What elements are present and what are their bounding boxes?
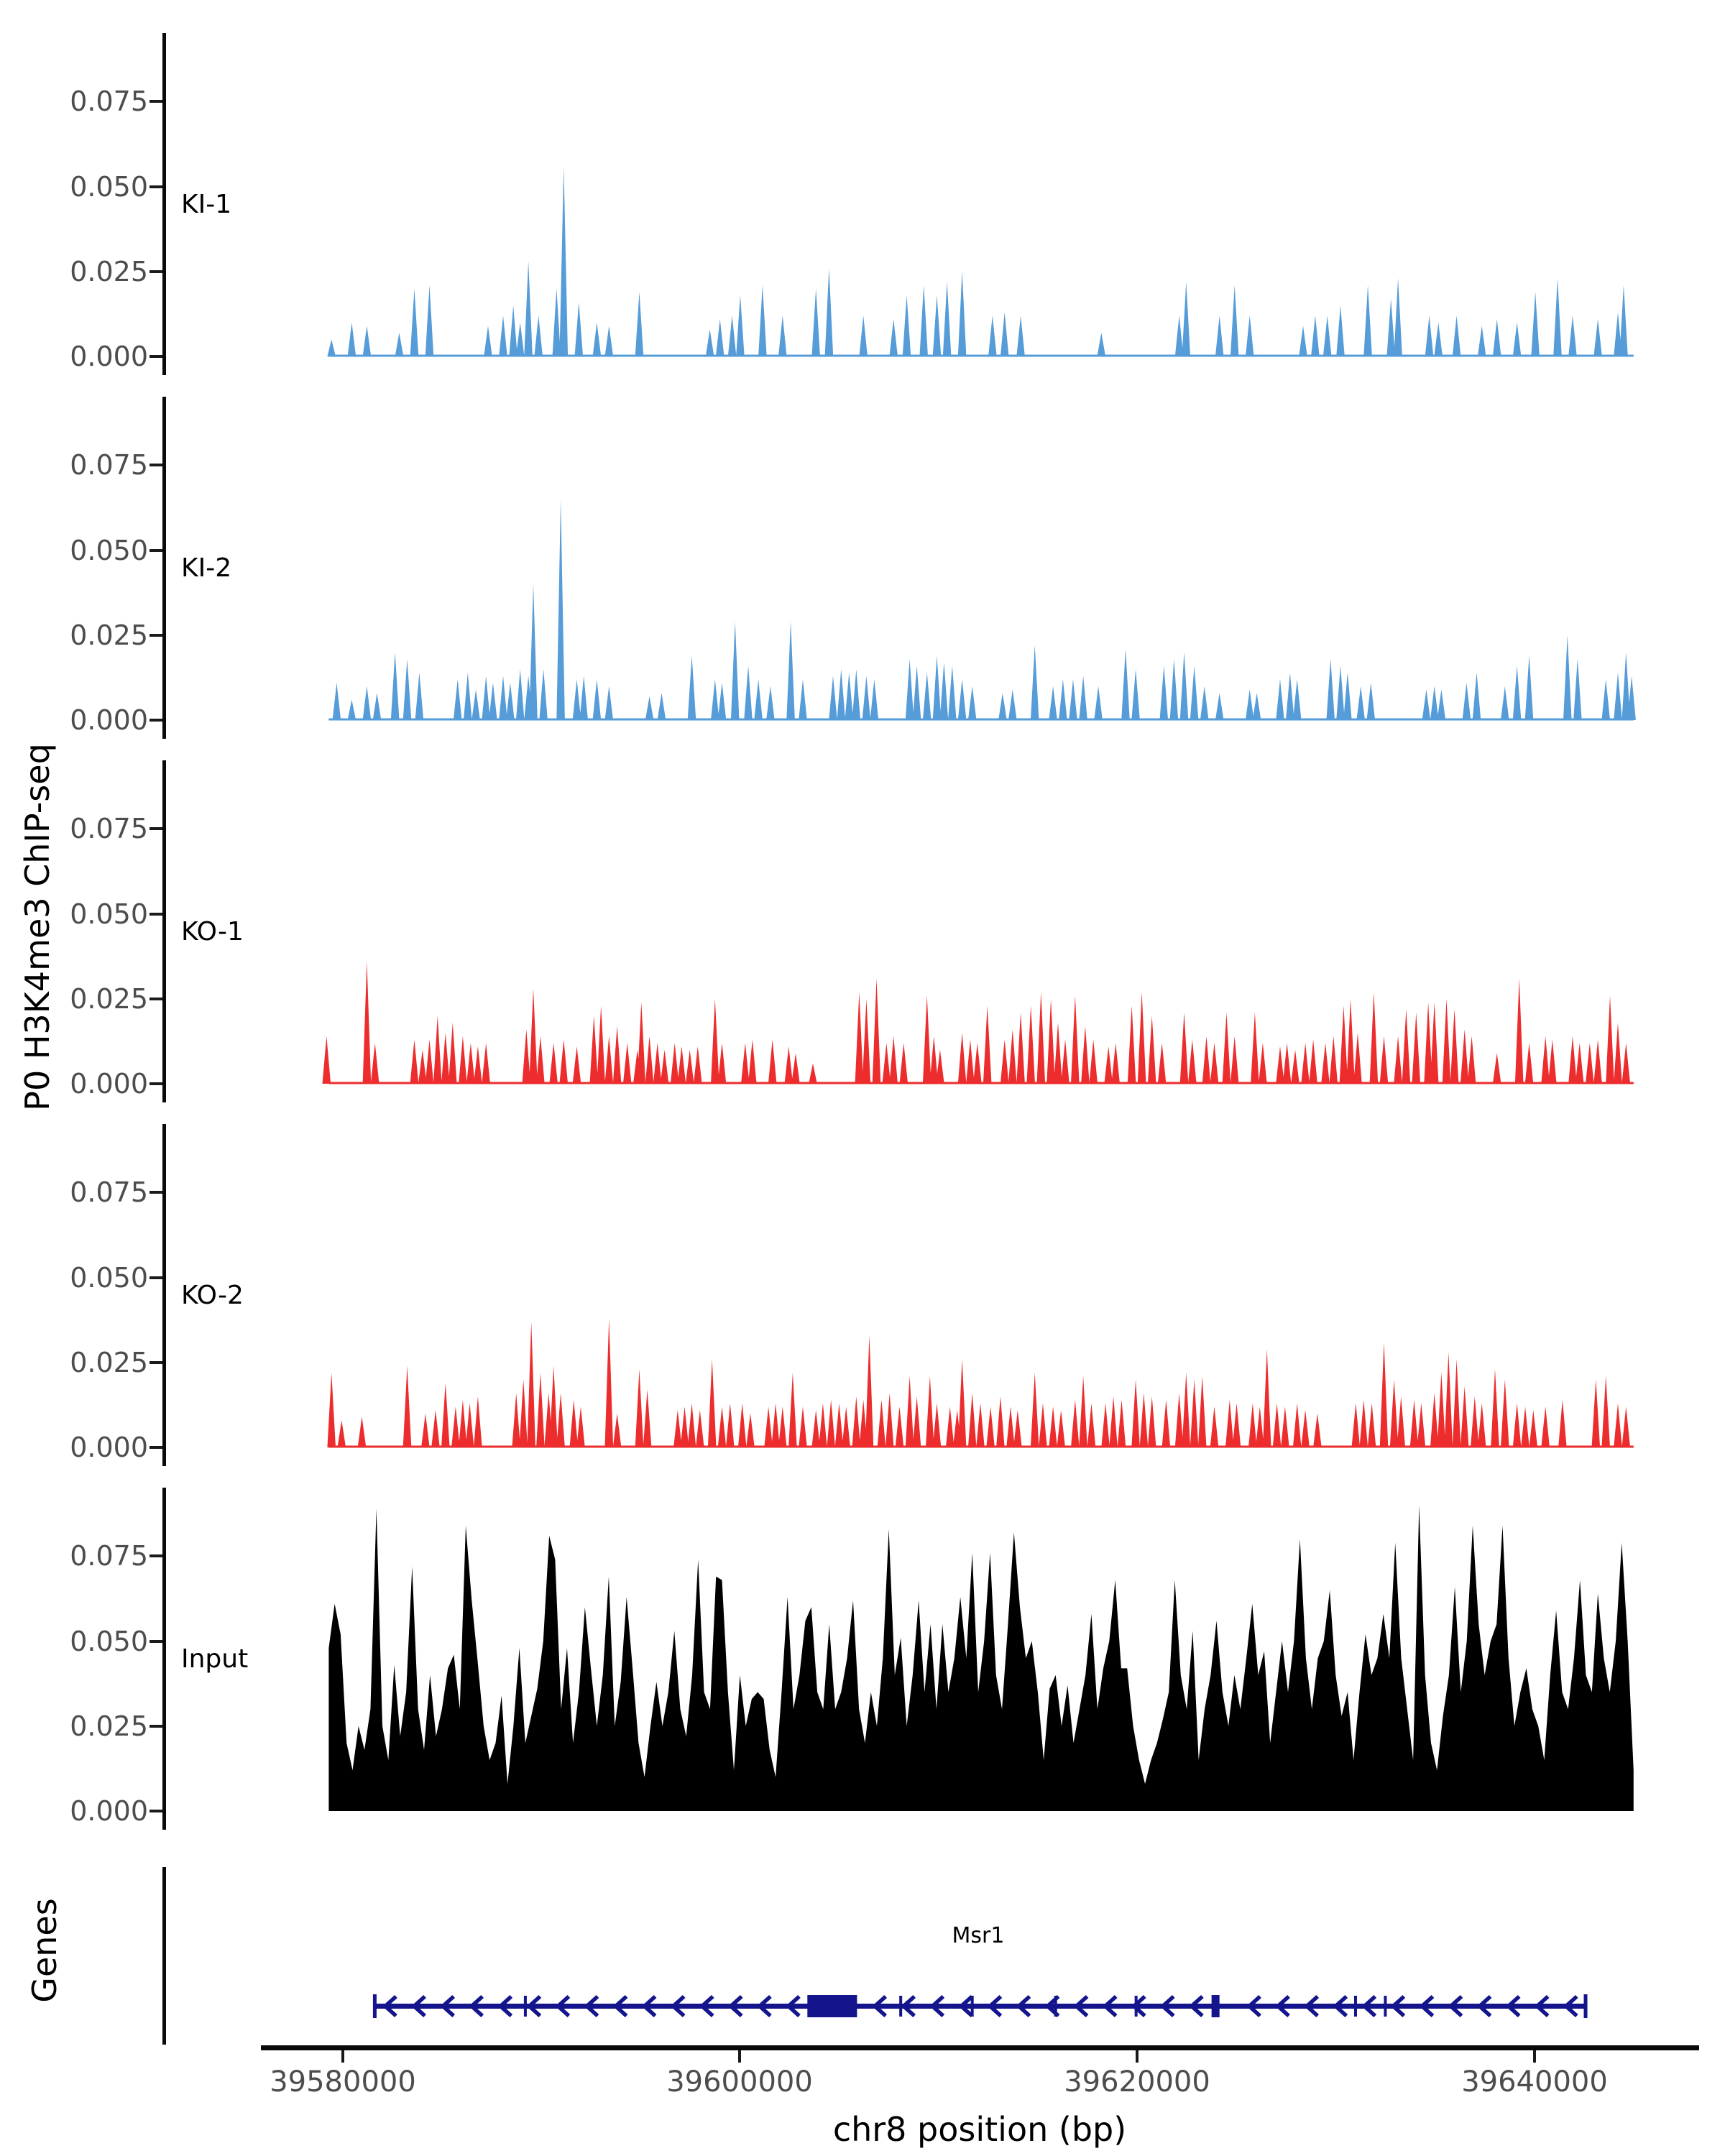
y-tick-label: 0.075 <box>70 449 148 482</box>
y-tick-label: 0.075 <box>70 813 148 845</box>
track-label-KI-1: KI-1 <box>181 190 232 219</box>
y-tick-label: 0.025 <box>70 982 148 1015</box>
y-tick-KO-1-0.025 <box>150 913 162 916</box>
y-tick-label: 0.050 <box>70 1625 148 1657</box>
y-tick-KO-1-0.050 <box>150 998 162 1000</box>
y-tick-KI-1-0.075 <box>150 355 162 358</box>
y-tick-KI-1-0.050 <box>150 270 162 273</box>
y-tick-KI-2-0.075 <box>150 719 162 722</box>
y-tick-KO-2-0.025 <box>150 1276 162 1279</box>
y-tick-KO-1-0.000 <box>150 827 162 830</box>
y-tick-KI-1-0.000 <box>150 100 162 103</box>
y-axis-title: P0 H3K4me3 ChIP-seq <box>18 743 57 1111</box>
y-tick-label: 0.025 <box>70 255 148 287</box>
y-tick-label: 0.050 <box>70 1261 148 1294</box>
y-tick-KO-1-0.075 <box>150 1082 162 1085</box>
y-tick-label: 0.000 <box>70 704 148 736</box>
y-tick-Input-0.000 <box>150 1554 162 1557</box>
y-tick-label: 0.025 <box>70 1346 148 1378</box>
y-tick-label: 0.000 <box>70 1068 148 1100</box>
x-axis-line <box>261 2045 1699 2050</box>
genes-axis-title: Genes <box>25 1898 64 2003</box>
x-tick-label: 39620000 <box>1064 2065 1210 2099</box>
y-tick-label: 0.050 <box>70 898 148 930</box>
y-tick-KO-2-0.000 <box>150 1191 162 1194</box>
signal-area-Input <box>164 1488 1718 1830</box>
x-tick-label: 39600000 <box>666 2065 813 2099</box>
y-tick-KI-2-0.025 <box>150 549 162 552</box>
y-tick-KI-1-0.025 <box>150 185 162 188</box>
y-tick-label: 0.000 <box>70 1432 148 1463</box>
y-tick-Input-0.050 <box>150 1725 162 1728</box>
x-tick-39600000 <box>738 2050 741 2063</box>
x-tick-39620000 <box>1136 2050 1138 2063</box>
x-tick-39580000 <box>341 2050 344 2063</box>
y-tick-label: 0.000 <box>70 341 148 372</box>
track-label-Input: Input <box>181 1644 249 1674</box>
x-tick-label: 39640000 <box>1461 2065 1608 2099</box>
y-tick-label: 0.025 <box>70 619 148 651</box>
y-tick-KO-2-0.075 <box>150 1446 162 1449</box>
x-tick-39640000 <box>1533 2050 1536 2063</box>
signal-area-KO-1 <box>164 760 1718 1102</box>
y-tick-label: 0.075 <box>70 1176 148 1209</box>
y-tick-KO-2-0.050 <box>150 1361 162 1364</box>
y-tick-KI-2-0.050 <box>150 634 162 637</box>
y-tick-Input-0.025 <box>150 1640 162 1643</box>
y-tick-label: 0.000 <box>70 1795 148 1827</box>
y-tick-label: 0.075 <box>70 1540 148 1572</box>
y-tick-label: 0.050 <box>70 534 148 566</box>
y-tick-label: 0.050 <box>70 170 148 203</box>
gene-model-msr1 <box>164 1904 1718 2048</box>
x-tick-label: 39580000 <box>270 2065 416 2099</box>
y-tick-label: 0.025 <box>70 1710 148 1742</box>
x-axis-title: chr8 position (bp) <box>832 2110 1127 2149</box>
y-tick-Input-0.075 <box>150 1810 162 1812</box>
gene-name-label: Msr1 <box>952 1923 1005 1948</box>
track-label-KI-2: KI-2 <box>181 553 232 583</box>
signal-area-KI-1 <box>164 33 1718 375</box>
y-tick-KI-2-0.000 <box>150 464 162 466</box>
track-label-KO-2: KO-2 <box>181 1281 244 1310</box>
signal-area-KO-2 <box>164 1124 1718 1466</box>
track-label-KO-1: KO-1 <box>181 917 244 946</box>
signal-area-KI-2 <box>164 397 1718 739</box>
y-tick-label: 0.075 <box>70 86 148 118</box>
